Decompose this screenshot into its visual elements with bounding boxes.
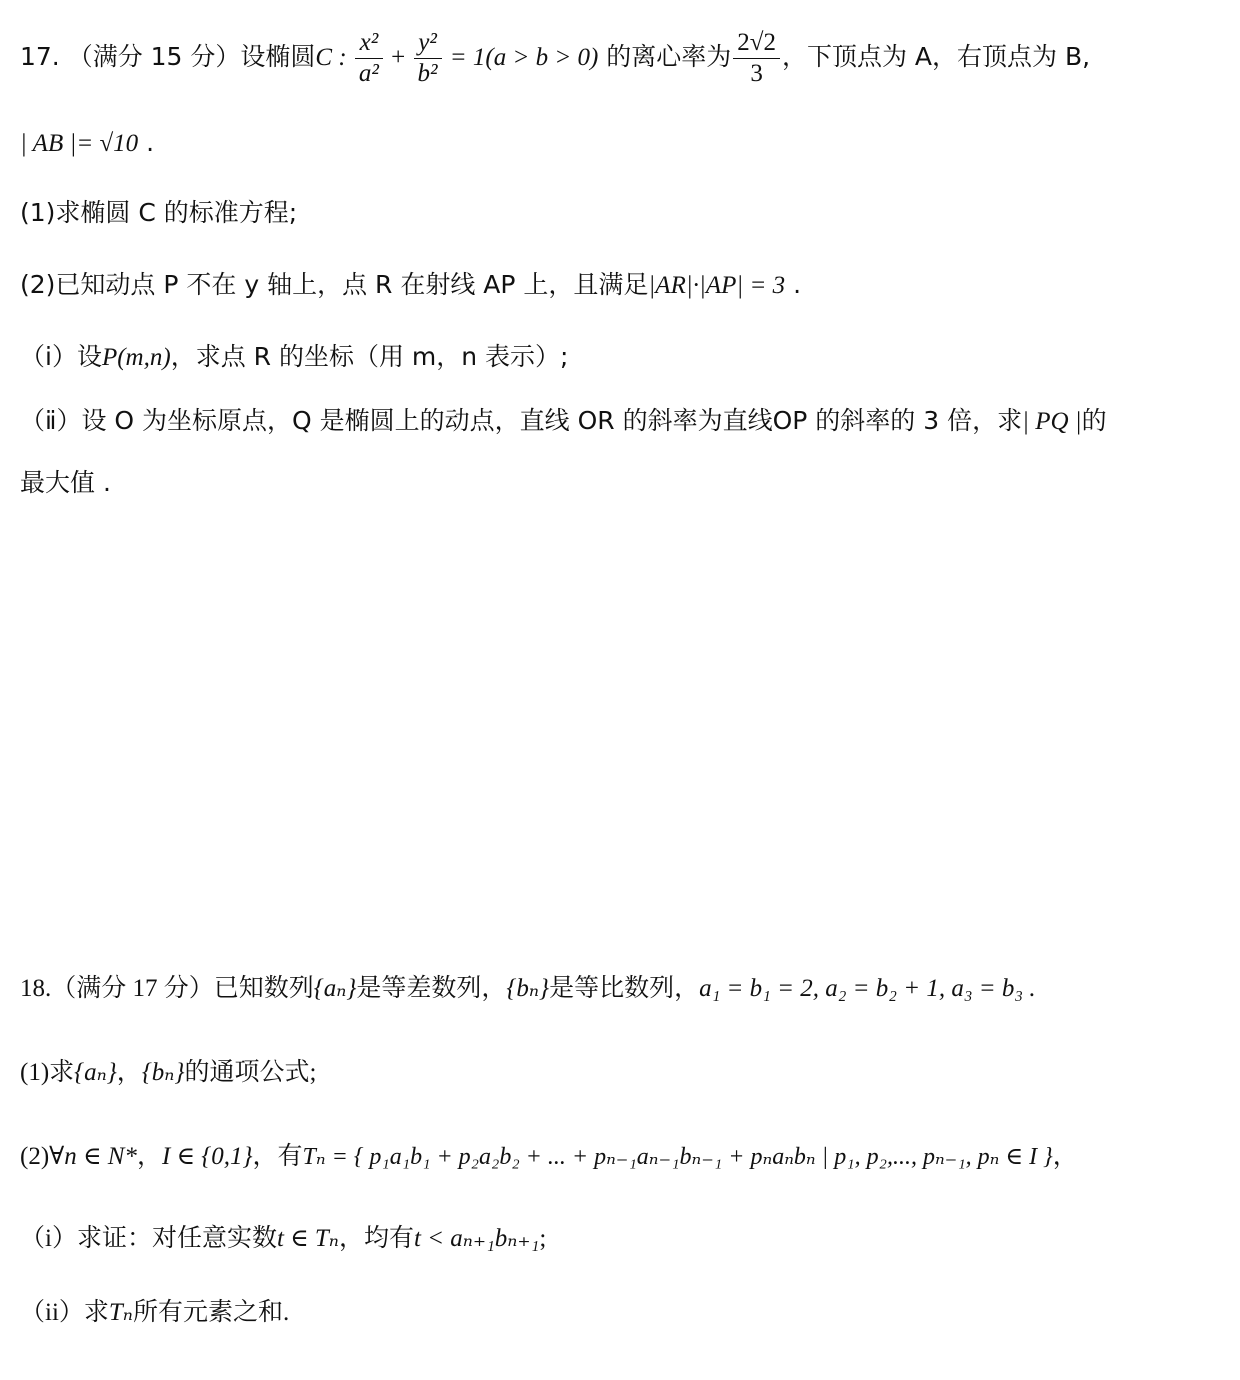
q18-part1-text: 的通项公式; bbox=[184, 1059, 317, 1086]
ellipse-name: C : bbox=[315, 44, 353, 71]
forall-n-math: ∀n ∈ N* bbox=[49, 1143, 137, 1170]
q18-part2-end: ， bbox=[1052, 1143, 1078, 1170]
tn-math: Tₙ bbox=[108, 1299, 133, 1326]
q17-part2-ii bbox=[20, 404, 1220, 439]
q18-part2-ii bbox=[20, 1296, 1220, 1330]
q17-part2-ii-cont: 最大值 . bbox=[20, 468, 111, 497]
q18-part2-prefix: (2) bbox=[20, 1143, 50, 1170]
q17-part2-ii-text: （ⅱ）设 O 为坐标原点，Q 是椭圆上的动点，直线 OR 的斜率为直线OP 的斜率的 3 倍，求 bbox=[20, 406, 1023, 435]
part1-sep: ， bbox=[116, 1059, 142, 1086]
pq-math: | PQ | bbox=[1022, 408, 1082, 435]
q17-part2-i-text: ，求点 R 的坐标（用 m，n 表示）; bbox=[170, 342, 569, 371]
q17-part2-i-prefix: （i）设 bbox=[20, 342, 102, 371]
stem-period: . bbox=[138, 128, 155, 157]
vertices-text: ，下顶点为 A，右顶点为 B, bbox=[781, 42, 1091, 71]
q18-part2-sep2: ，有 bbox=[252, 1143, 303, 1170]
q17-stem-line2 bbox=[20, 126, 1220, 161]
plus-sign: + bbox=[384, 44, 412, 71]
q17-part2-i bbox=[20, 340, 1220, 375]
q18-part2-i bbox=[20, 1222, 1220, 1256]
q18-stem-prefix: 18.（满分 17 分）已知数列 bbox=[20, 975, 314, 1002]
q18-part1 bbox=[20, 1056, 1220, 1090]
point-p-math: P(m,n) bbox=[101, 344, 171, 371]
q18-part2-ii-text: 所有元素之和. bbox=[132, 1299, 290, 1326]
q17-stem-prefix: 17. （满分 15 分）设椭圆 bbox=[20, 42, 316, 71]
ellipse-frac-x: $\frac{\text{x²}}{\text{a²}}$ bbox=[355, 28, 383, 89]
set-tn-math: Tₙ = { p₁a₁b₁ + p₂a₂b₂ + ... + pₙ₋₁aₙ₋₁bₙ₋₁ + pₙaₙbₙ | p₁, p₂,..., pₙ₋₁, pₙ ∈ I } bbox=[302, 1144, 1053, 1170]
q18-part2 bbox=[20, 1140, 1220, 1174]
ab-length-math: | AB |= √10 bbox=[20, 130, 139, 157]
q17-part2-ii-end: 的 bbox=[1081, 406, 1107, 435]
part1-seq-b: {bₙ} bbox=[141, 1059, 185, 1086]
q18-part2-i-mid: ，均有 bbox=[338, 1225, 414, 1252]
q18-part2-sep1: ， bbox=[136, 1143, 162, 1170]
eccentricity-frac: $\frac{2√2}{3}$ bbox=[733, 28, 780, 89]
q17-part1: (1)求椭圆 C 的标准方程; bbox=[20, 198, 298, 227]
seq-a-math: {aₙ} bbox=[313, 975, 357, 1002]
ar-ap-condition: |AR|·|AP| = 3 bbox=[648, 272, 786, 299]
q17-stem-line1 bbox=[20, 22, 1220, 93]
q17-part2-text: (2)已知动点 P 不在 y 轴上，点 R 在射线 AP 上，且满足 bbox=[20, 270, 649, 299]
seq-conditions-math: a₁ = b₁ = 2, a₂ = b₂ + 1, a₃ = b₃ . bbox=[699, 975, 1036, 1002]
seq-b-math: {bₙ} bbox=[506, 975, 550, 1002]
ellipse-frac-y: $\frac{\text{y²}}{\text{b²}}$ bbox=[414, 28, 442, 89]
t-in-tn-math: t ∈ Tₙ bbox=[276, 1225, 339, 1252]
eccentricity-text: 的离心率为 bbox=[598, 42, 732, 71]
q18-stem bbox=[20, 972, 1220, 1006]
ellipse-condition: = 1(a > b > 0) bbox=[443, 44, 599, 71]
q17-part2-end: . bbox=[785, 270, 802, 299]
q18-stem-mid1: 是等差数列， bbox=[356, 975, 507, 1002]
q17-part2 bbox=[20, 268, 1220, 303]
t-inequality-math: t < aₙ₊₁bₙ₊₁ bbox=[413, 1225, 540, 1252]
q18-part2-i-end: ; bbox=[539, 1225, 547, 1252]
set-i-math: I ∈ {0,1} bbox=[161, 1143, 253, 1170]
q18-part2-ii-prefix: （ii）求 bbox=[20, 1299, 109, 1326]
q18-stem-mid2: 是等比数列， bbox=[549, 975, 700, 1002]
part1-seq-a: {aₙ} bbox=[74, 1059, 117, 1086]
q18-part2-i-prefix: （i）求证：对任意实数 bbox=[20, 1225, 277, 1252]
q18-part1-prefix: (1)求 bbox=[20, 1059, 75, 1086]
